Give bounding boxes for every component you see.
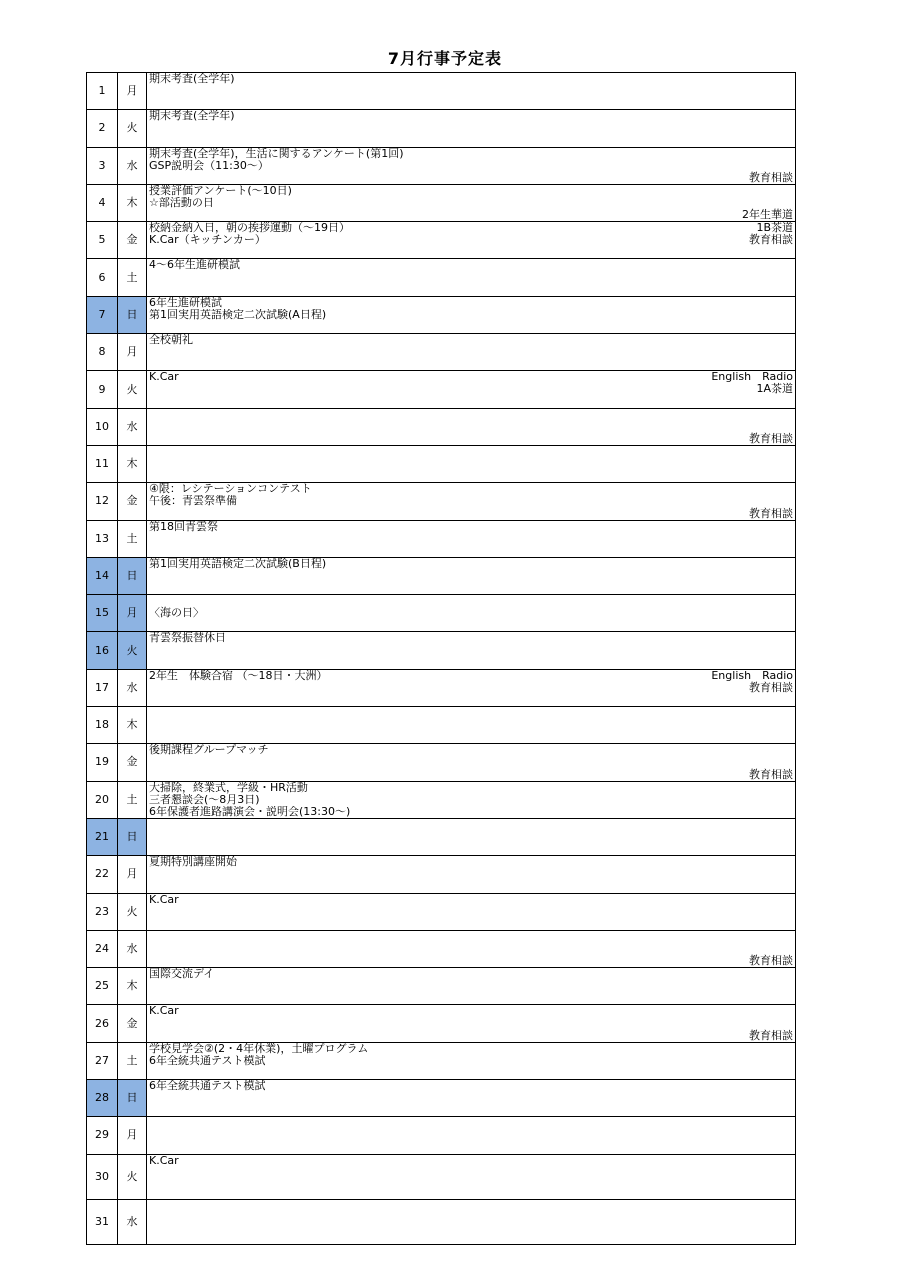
day-number: 23 [87,893,118,930]
day-number: 17 [87,669,118,706]
day-number: 2 [87,110,118,147]
event-text: K.Car（キッチンカー） [149,234,266,247]
day-of-week: 木 [118,968,147,1005]
side-note: 教育相談 [749,170,793,184]
schedule-row [87,930,796,967]
events-cell [147,73,796,110]
day-of-week: 水 [118,408,147,445]
events-cell [147,110,796,147]
events-cell [147,1154,796,1199]
day-number: 20 [87,781,118,818]
event-text: 〈海の日〉 [149,606,204,620]
day-number: 26 [87,1005,118,1042]
schedule-table [86,72,796,1245]
day-number: 22 [87,856,118,893]
events-cell [147,1042,796,1079]
side-notes [749,955,793,967]
schedule-row [87,408,796,445]
day-of-week: 金 [118,744,147,781]
events-cell [147,147,796,184]
day-of-week: 火 [118,1154,147,1199]
day-number: 12 [87,483,118,520]
day-of-week: 木 [118,445,147,482]
day-of-week: 金 [118,1005,147,1042]
side-note: 教育相談 [749,767,793,781]
schedule-row [87,222,796,259]
events-cell [147,930,796,967]
side-note: 1B茶道 [756,221,793,235]
day-of-week: 金 [118,483,147,520]
day-of-week: 日 [118,818,147,855]
event-text: GSP説明会（11:30～） [149,159,269,172]
events-cell [147,371,796,408]
schedule-row [87,184,796,221]
day-number: 7 [87,296,118,333]
events-cell [147,520,796,557]
schedule-row [87,707,796,744]
event-text: 期末考査(全学年) [149,110,235,123]
schedule-row [87,632,796,669]
schedule-row [87,259,796,296]
events-cell [147,968,796,1005]
event-text: 校納金納入日，朝の挨拶運動（～19日） [149,222,350,235]
event-text: 2年生 体験合宿 （～18日・大洲） [149,669,328,682]
events-cell [147,334,796,371]
schedule-row [87,520,796,557]
event-text: 6年保護者進路講演会・説明会(13:30～) [149,805,351,818]
day-number: 25 [87,968,118,1005]
events-cell [147,818,796,855]
event-text: ④限：レシテーションコンテスト [149,483,312,496]
events-cell [147,1199,796,1244]
day-of-week: 火 [118,110,147,147]
schedule-row [87,968,796,1005]
day-number: 9 [87,371,118,408]
day-of-week: 水 [118,1199,147,1244]
side-note: 教育相談 [749,680,793,694]
events-cell [147,1117,796,1154]
events-cell [147,184,796,221]
day-number: 24 [87,930,118,967]
day-number: 6 [87,259,118,296]
day-of-week: 木 [118,707,147,744]
day-number: 4 [87,184,118,221]
events-cell [147,483,796,520]
side-notes [749,222,793,246]
event-text: 青雲祭振替休日 [149,632,226,645]
schedule-row [87,781,796,818]
schedule-row [87,1005,796,1042]
events-cell [147,1005,796,1042]
day-number: 31 [87,1199,118,1244]
side-notes [749,433,793,445]
events-cell [147,259,796,296]
side-note: 1A茶道 [756,382,793,396]
day-of-week: 木 [118,184,147,221]
event-text: 後期課程グループマッチ [149,744,269,757]
event-text: K.Car [149,1154,179,1167]
day-of-week: 火 [118,893,147,930]
schedule-row [87,595,796,632]
day-of-week: 金 [118,222,147,259]
day-number: 15 [87,595,118,632]
day-of-week: 月 [118,73,147,110]
event-text: K.Car [149,893,179,906]
schedule-row [87,1117,796,1154]
event-text: 全校朝礼 [149,334,193,347]
events-cell [147,707,796,744]
day-number: 14 [87,557,118,594]
side-note: 教育相談 [749,1028,793,1042]
day-number: 1 [87,73,118,110]
day-of-week: 日 [118,1080,147,1117]
event-text: 三者懇談会(～8月3日) [149,793,260,806]
day-of-week: 水 [118,147,147,184]
schedule-row [87,334,796,371]
side-note: 2年生華道 [742,208,793,222]
events-cell [147,1080,796,1117]
event-text: K.Car [149,371,179,384]
schedule-row [87,744,796,781]
side-notes [749,769,793,781]
schedule-row [87,296,796,333]
schedule-row [87,483,796,520]
event-text: 第1回実用英語検定二次試験(B日程) [149,557,327,570]
events-cell [147,632,796,669]
events-cell [147,856,796,893]
events-cell [147,445,796,482]
side-notes [749,1030,793,1042]
event-text: ☆部活動の日 [149,196,214,209]
events-cell [147,893,796,930]
day-of-week: 日 [118,557,147,594]
schedule-row [87,818,796,855]
schedule-row [87,1042,796,1079]
day-of-week: 土 [118,520,147,557]
event-text: 期末考査(全学年)，生活に関するアンケート(第1回) [149,147,404,160]
schedule-row [87,557,796,594]
side-note: 教育相談 [749,233,793,247]
events-cell [147,408,796,445]
side-note: English Radio [711,668,793,682]
day-of-week: 火 [118,371,147,408]
day-of-week: 月 [118,856,147,893]
events-cell [147,595,796,632]
day-number: 19 [87,744,118,781]
event-text: K.Car [149,1005,179,1018]
event-text: 夏期特別講座開始 [149,856,237,869]
day-number: 5 [87,222,118,259]
schedule-row [87,371,796,408]
day-number: 18 [87,707,118,744]
side-notes [711,670,793,694]
side-notes [742,209,793,221]
event-text: 午後：青雲祭準備 [149,495,237,508]
day-of-week: 土 [118,1042,147,1079]
day-of-week: 土 [118,781,147,818]
day-of-week: 月 [118,595,147,632]
side-notes [749,508,793,520]
event-text: 大掃除，終業式，学級・HR活動 [149,781,308,794]
side-note: English Radio [711,370,793,384]
side-note: 教育相談 [749,954,793,968]
day-of-week: 土 [118,259,147,296]
side-notes [711,371,793,395]
event-text: 国際交流デイ [149,968,215,981]
day-number: 11 [87,445,118,482]
schedule-row [87,1154,796,1199]
events-cell [147,222,796,259]
day-number: 29 [87,1117,118,1154]
day-number: 16 [87,632,118,669]
day-of-week: 日 [118,296,147,333]
event-text: 6年全統共通テスト模試 [149,1054,266,1067]
schedule-row [87,856,796,893]
side-note: 教育相談 [749,431,793,445]
schedule-row [87,669,796,706]
schedule-row [87,73,796,110]
event-text: 6年全統共通テスト模試 [149,1080,266,1093]
side-note: 教育相談 [749,506,793,520]
events-cell [147,557,796,594]
schedule-row [87,110,796,147]
day-of-week: 月 [118,334,147,371]
day-number: 8 [87,334,118,371]
event-text: 第18回青雲祭 [149,520,218,533]
day-number: 13 [87,520,118,557]
page-title: 7月行事予定表 [387,49,503,68]
event-text: 4～6年生進研模試 [149,259,240,272]
day-number: 3 [87,147,118,184]
event-text: 第1回実用英語検定二次試験(A日程) [149,308,327,321]
event-text: 学校見学会②(2・4年休業)，土曜プログラム [149,1042,369,1055]
events-cell [147,296,796,333]
events-cell [147,744,796,781]
event-text: 授業評価アンケート(～10日) [149,184,292,197]
day-of-week: 月 [118,1117,147,1154]
day-number: 27 [87,1042,118,1079]
day-of-week: 火 [118,632,147,669]
event-text: 期末考査(全学年) [149,73,235,85]
events-cell [147,669,796,706]
side-notes [749,172,793,184]
day-number: 10 [87,408,118,445]
schedule-row [87,147,796,184]
schedule-row [87,893,796,930]
schedule-row [87,445,796,482]
day-of-week: 水 [118,930,147,967]
day-of-week: 水 [118,669,147,706]
day-number: 28 [87,1080,118,1117]
schedule-row [87,1080,796,1117]
event-text: 6年生進研模試 [149,296,222,309]
day-number: 21 [87,818,118,855]
schedule-row [87,1199,796,1244]
events-cell [147,781,796,818]
day-number: 30 [87,1154,118,1199]
